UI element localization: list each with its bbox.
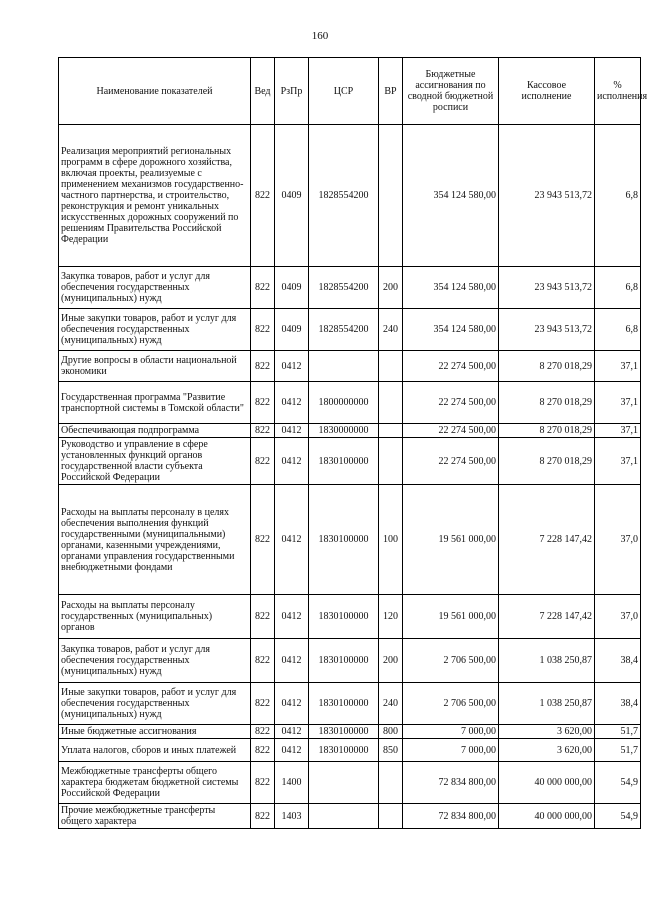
cell-csr: 1830100000 xyxy=(309,683,379,725)
cell-csr: 1830100000 xyxy=(309,639,379,683)
cell-cash: 7 228 147,42 xyxy=(499,595,595,639)
table-row xyxy=(59,125,641,267)
cell-ved: 822 xyxy=(251,424,275,438)
cell-csr: 1828554200 xyxy=(309,309,379,351)
cell-pct: 6,8 xyxy=(595,267,641,309)
cell-rzpr: 0412 xyxy=(275,424,309,438)
cell-rzpr: 0412 xyxy=(275,725,309,739)
cell-pct: 51,7 xyxy=(595,739,641,762)
cell-budget: 22 274 500,00 xyxy=(403,382,499,424)
cell-csr: 1830100000 xyxy=(309,485,379,595)
cell-budget: 354 124 580,00 xyxy=(403,125,499,267)
cell-budget: 19 561 000,00 xyxy=(403,595,499,639)
cell-pct: 54,9 xyxy=(595,762,641,804)
cell-ved: 822 xyxy=(251,683,275,725)
table-row xyxy=(59,683,641,725)
cell-csr: 1830000000 xyxy=(309,424,379,438)
cell-cash: 23 943 513,72 xyxy=(499,267,595,309)
cell-pct: 51,7 xyxy=(595,725,641,739)
cell-vr xyxy=(379,351,403,382)
header-pct: % исполнения xyxy=(595,58,641,125)
cell-csr: 1828554200 xyxy=(309,267,379,309)
cell-name: Уплата налогов, сборов и иных платежей xyxy=(59,739,251,762)
cell-cash: 8 270 018,29 xyxy=(499,438,595,485)
cell-name: Иные бюджетные ассигнования xyxy=(59,725,251,739)
table-row xyxy=(59,424,641,438)
cell-cash: 23 943 513,72 xyxy=(499,309,595,351)
cell-name: Прочие межбюджетные трансферты общего характера xyxy=(59,804,251,829)
cell-cash: 8 270 018,29 xyxy=(499,424,595,438)
cell-csr xyxy=(309,762,379,804)
header-ved: Вед xyxy=(251,58,275,125)
table-body xyxy=(59,125,641,829)
cell-rzpr: 0412 xyxy=(275,739,309,762)
cell-vr xyxy=(379,125,403,267)
cell-cash: 3 620,00 xyxy=(499,739,595,762)
cell-rzpr: 1400 xyxy=(275,762,309,804)
table-row xyxy=(59,804,641,829)
cell-vr xyxy=(379,438,403,485)
cell-vr: 240 xyxy=(379,683,403,725)
cell-pct: 6,8 xyxy=(595,309,641,351)
cell-cash: 40 000 000,00 xyxy=(499,804,595,829)
cell-name: Иные закупки товаров, работ и услуг для обеспечения государственных (муниципальных) нужд xyxy=(59,683,251,725)
table-row xyxy=(59,762,641,804)
header-rzpr: РзПр xyxy=(275,58,309,125)
cell-csr: 1830100000 xyxy=(309,595,379,639)
cell-pct: 37,0 xyxy=(595,595,641,639)
table-row xyxy=(59,739,641,762)
cell-ved: 822 xyxy=(251,438,275,485)
cell-name: Межбюджетные трансферты общего характера бюджетам бюджетной системы Российской Федерации xyxy=(59,762,251,804)
cell-vr xyxy=(379,762,403,804)
table-row xyxy=(59,309,641,351)
cell-budget: 19 561 000,00 xyxy=(403,485,499,595)
cell-budget: 72 834 800,00 xyxy=(403,804,499,829)
budget-table xyxy=(58,57,647,829)
cell-rzpr: 0412 xyxy=(275,382,309,424)
cell-budget: 354 124 580,00 xyxy=(403,267,499,309)
header-csr: ЦСР xyxy=(309,58,379,125)
cell-vr: 850 xyxy=(379,739,403,762)
table-row xyxy=(59,351,641,382)
cell-rzpr: 1403 xyxy=(275,804,309,829)
cell-budget: 354 124 580,00 xyxy=(403,309,499,351)
cell-cash: 8 270 018,29 xyxy=(499,382,595,424)
cell-name: Расходы на выплаты персоналу в целях обеспечения выполнения функций государственными (муниципальными) органами, казенными учреждениями, органами управления государственными внебюджетными фондами xyxy=(59,485,251,595)
cell-ved: 822 xyxy=(251,762,275,804)
cell-ved: 822 xyxy=(251,485,275,595)
cell-csr xyxy=(309,804,379,829)
header-row xyxy=(59,58,641,125)
cell-name: Закупка товаров, работ и услуг для обеспечения государственных (муниципальных) нужд xyxy=(59,267,251,309)
cell-name: Иные закупки товаров, работ и услуг для обеспечения государственных (муниципальных) нужд xyxy=(59,309,251,351)
cell-vr: 240 xyxy=(379,309,403,351)
cell-rzpr: 0409 xyxy=(275,309,309,351)
cell-pct: 38,4 xyxy=(595,683,641,725)
cell-name: Реализация мероприятий региональных программ в сфере дорожного хозяйства, включая проекты, реализуемые с применением механизмов государственно-частного партнерства, и строительство, реконструкция и ремонт уникальных искусственных дорожных сооружений по решениям Правительства Российской Федерации xyxy=(59,125,251,267)
table-row xyxy=(59,725,641,739)
cell-csr: 1828554200 xyxy=(309,125,379,267)
cell-vr: 100 xyxy=(379,485,403,595)
cell-cash: 1 038 250,87 xyxy=(499,639,595,683)
cell-csr: 1830100000 xyxy=(309,438,379,485)
page-number: 160 xyxy=(311,30,329,42)
cell-budget: 7 000,00 xyxy=(403,739,499,762)
cell-rzpr: 0412 xyxy=(275,438,309,485)
cell-vr xyxy=(379,424,403,438)
cell-ved: 822 xyxy=(251,804,275,829)
cell-vr: 200 xyxy=(379,639,403,683)
cell-pct: 54,9 xyxy=(595,804,641,829)
cell-ved: 822 xyxy=(251,267,275,309)
cell-rzpr: 0412 xyxy=(275,683,309,725)
table-row xyxy=(59,639,641,683)
table-row xyxy=(59,382,641,424)
table-row xyxy=(59,485,641,595)
cell-name: Государственная программа "Развитие транспортной системы в Томской области" xyxy=(59,382,251,424)
cell-vr: 800 xyxy=(379,725,403,739)
cell-vr: 120 xyxy=(379,595,403,639)
cell-budget: 72 834 800,00 xyxy=(403,762,499,804)
cell-pct: 37,1 xyxy=(595,424,641,438)
cell-name: Руководство и управление в сфере установленных функций органов государственной власти субъекта Российской Федерации xyxy=(59,438,251,485)
cell-name: Обеспечивающая подпрограмма xyxy=(59,424,251,438)
cell-budget: 2 706 500,00 xyxy=(403,639,499,683)
cell-budget: 22 274 500,00 xyxy=(403,438,499,485)
cell-ved: 822 xyxy=(251,125,275,267)
cell-ved: 822 xyxy=(251,725,275,739)
cell-vr: 200 xyxy=(379,267,403,309)
header-budget: Бюджетные ассигнования по сводной бюджетной росписи xyxy=(403,58,499,125)
cell-pct: 37,1 xyxy=(595,382,641,424)
header-cash: Кассовое исполнение xyxy=(499,58,595,125)
cell-budget: 22 274 500,00 xyxy=(403,424,499,438)
cell-pct: 6,8 xyxy=(595,125,641,267)
cell-cash: 1 038 250,87 xyxy=(499,683,595,725)
cell-pct: 37,1 xyxy=(595,351,641,382)
cell-ved: 822 xyxy=(251,639,275,683)
cell-name: Расходы на выплаты персоналу государственных (муниципальных) органов xyxy=(59,595,251,639)
cell-ved: 822 xyxy=(251,309,275,351)
cell-cash: 40 000 000,00 xyxy=(499,762,595,804)
table-row xyxy=(59,438,641,485)
cell-cash: 8 270 018,29 xyxy=(499,351,595,382)
table-row xyxy=(59,267,641,309)
cell-csr xyxy=(309,351,379,382)
cell-cash: 3 620,00 xyxy=(499,725,595,739)
cell-budget: 7 000,00 xyxy=(403,725,499,739)
cell-ved: 822 xyxy=(251,595,275,639)
cell-vr xyxy=(379,382,403,424)
cell-rzpr: 0412 xyxy=(275,351,309,382)
cell-budget: 2 706 500,00 xyxy=(403,683,499,725)
cell-cash: 7 228 147,42 xyxy=(499,485,595,595)
cell-rzpr: 0412 xyxy=(275,595,309,639)
cell-csr: 1830100000 xyxy=(309,725,379,739)
cell-name: Другие вопросы в области национальной экономики xyxy=(59,351,251,382)
header-vr: ВР xyxy=(379,58,403,125)
cell-rzpr: 0412 xyxy=(275,639,309,683)
cell-cash: 23 943 513,72 xyxy=(499,125,595,267)
cell-ved: 822 xyxy=(251,739,275,762)
header-name: Наименование показателей xyxy=(59,58,251,125)
cell-ved: 822 xyxy=(251,382,275,424)
table-row xyxy=(59,595,641,639)
cell-rzpr: 0412 xyxy=(275,485,309,595)
cell-vr xyxy=(379,804,403,829)
cell-rzpr: 0409 xyxy=(275,125,309,267)
cell-rzpr: 0409 xyxy=(275,267,309,309)
cell-pct: 37,1 xyxy=(595,438,641,485)
cell-csr: 1830100000 xyxy=(309,739,379,762)
cell-ved: 822 xyxy=(251,351,275,382)
cell-pct: 37,0 xyxy=(595,485,641,595)
cell-csr: 1800000000 xyxy=(309,382,379,424)
cell-pct: 38,4 xyxy=(595,639,641,683)
cell-name: Закупка товаров, работ и услуг для обеспечения государственных (муниципальных) нужд xyxy=(59,639,251,683)
cell-budget: 22 274 500,00 xyxy=(403,351,499,382)
